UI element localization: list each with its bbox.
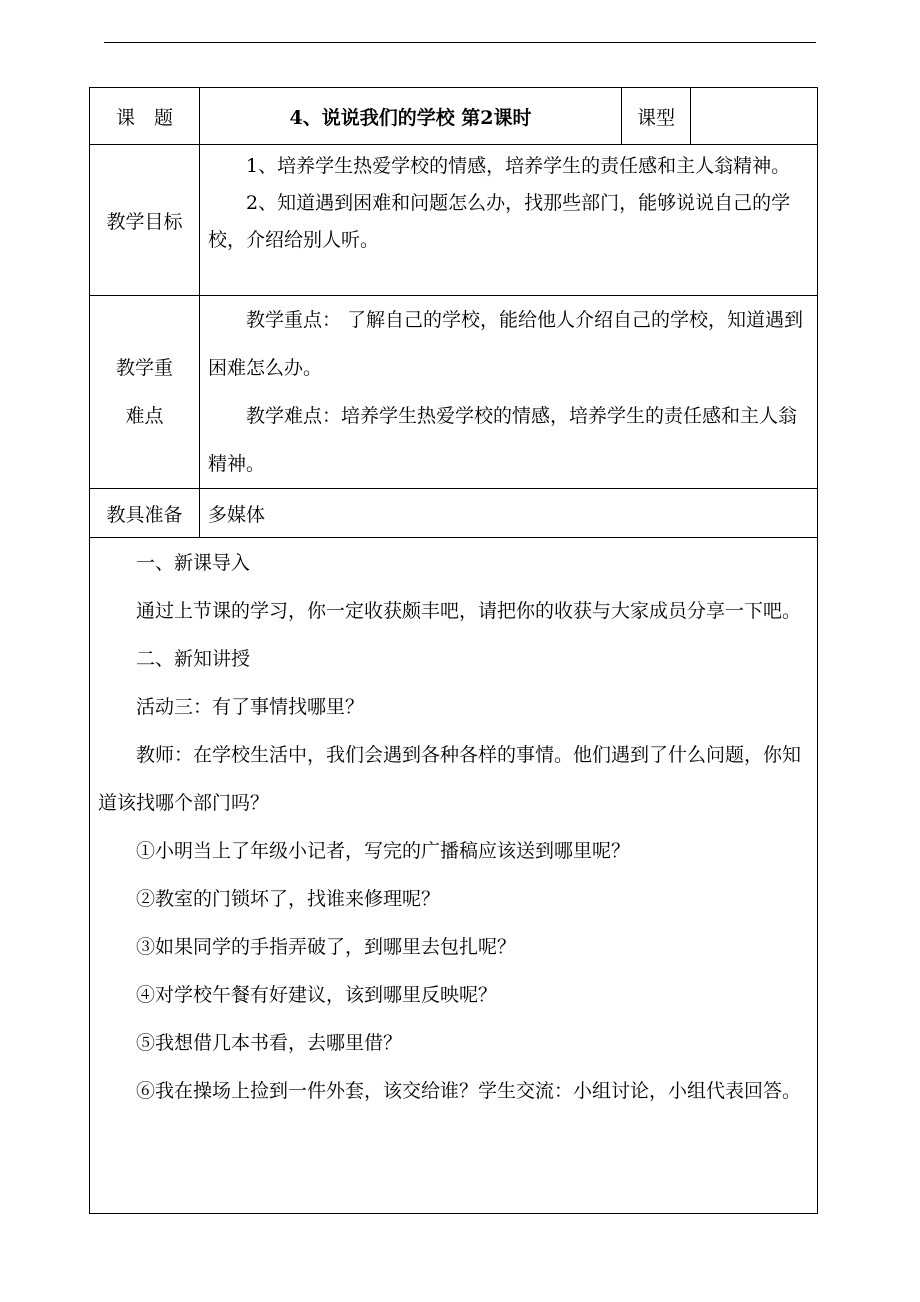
section-heading: 二、新知讲授 bbox=[136, 648, 251, 670]
goal-item: 2、知道遇到困难和问题怎么办，找那些部门，能够说说自己的学校，介绍给别人听。 bbox=[208, 192, 791, 251]
lesson-type-label: 课型 bbox=[622, 88, 691, 145]
lesson-plan-table bbox=[89, 87, 818, 1214]
lesson-type-value bbox=[691, 88, 818, 145]
question-item: ⑥我在操场上捡到一件外套，该交给谁？学生交流：小组讨论，小组代表回答。 bbox=[136, 1080, 802, 1102]
keypoints-label-line2: 难点 bbox=[125, 405, 164, 427]
teaching-difficulty: 教学难点：培养学生热爱学校的情感，培养学生的责任感和主人翁精神。 bbox=[208, 405, 798, 475]
keypoints-content bbox=[200, 296, 818, 489]
goals-label: 教学目标 bbox=[90, 145, 200, 296]
goals-content bbox=[200, 145, 818, 296]
row-topic bbox=[90, 88, 818, 145]
activity-heading: 活动三：有了事情找哪里？ bbox=[136, 696, 365, 718]
tools-value: 多媒体 bbox=[200, 489, 818, 538]
row-keypoints bbox=[90, 296, 818, 489]
section-heading: 一、新课导入 bbox=[136, 552, 251, 574]
question-item: ⑤我想借几本书看，去哪里借？ bbox=[136, 1032, 403, 1054]
keypoints-label-line1: 教学重 bbox=[115, 357, 173, 379]
row-body bbox=[90, 538, 818, 1214]
body-paragraph: 通过上节课的学习，你一定收获颇丰吧，请把你的收获与大家成员分享一下吧。 bbox=[136, 600, 802, 622]
row-tools bbox=[90, 489, 818, 538]
topic-label: 课 题 bbox=[90, 88, 200, 145]
question-item: ③如果同学的手指弄破了，到哪里去包扎呢？ bbox=[136, 936, 517, 958]
question-item: ②教室的门锁坏了，找谁来修理呢？ bbox=[136, 888, 441, 910]
keypoints-label bbox=[90, 296, 200, 489]
lesson-body bbox=[90, 538, 818, 1214]
teaching-focus: 教学重点： 了解自己的学校，能给他人介绍自己的学校，知道遇到困难怎么办。 bbox=[208, 309, 804, 379]
tools-label: 教具准备 bbox=[90, 489, 200, 538]
goal-item: 1、培养学生热爱学校的情感，培养学生的责任感和主人翁精神。 bbox=[246, 155, 791, 177]
question-item: ④对学校午餐有好建议，该到哪里反映呢？ bbox=[136, 984, 498, 1006]
question-item: ①小明当上了年级小记者，写完的广播稿应该送到哪里呢？ bbox=[136, 840, 631, 862]
row-goals bbox=[90, 145, 818, 296]
header-rule bbox=[104, 42, 816, 43]
body-paragraph: 教师：在学校生活中，我们会遇到各种各样的事情。他们遇到了什么问题，你知道该找哪个部门吗？ bbox=[98, 744, 802, 814]
lesson-title: 4、说说我们的学校 第2课时 bbox=[200, 88, 622, 145]
